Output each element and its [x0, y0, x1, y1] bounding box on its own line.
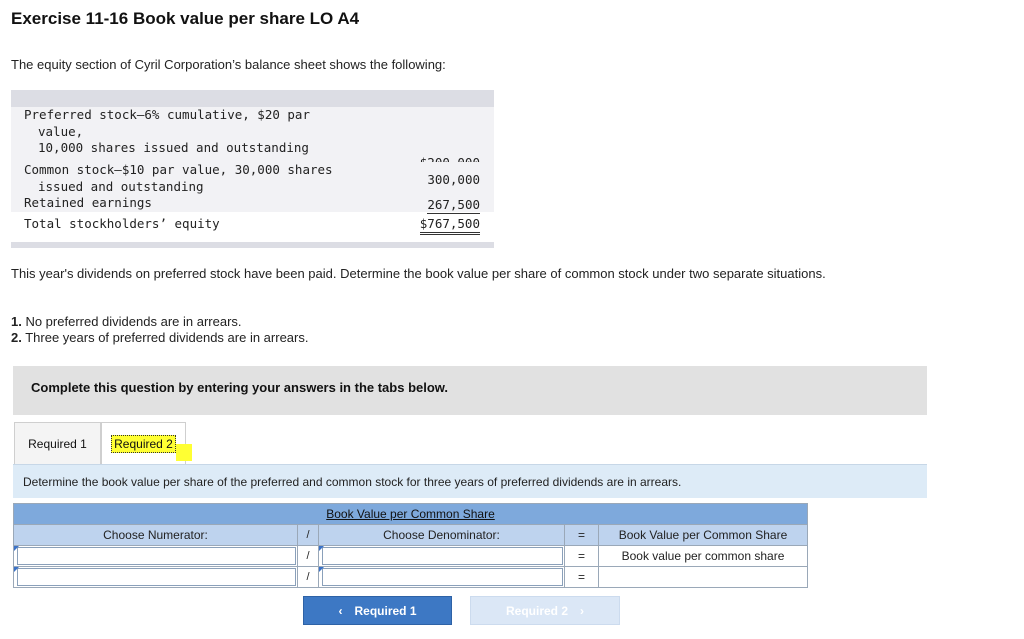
situation-list [11, 314, 308, 346]
total-amount: $767,500 [420, 216, 480, 235]
total-label: Total stockholders’ equity [24, 216, 220, 231]
header-numerator: Choose Numerator: [14, 525, 298, 545]
situation-1-text: No preferred dividends are in arrears. [21, 314, 242, 329]
tab-highlight-mark [176, 444, 192, 461]
tab-required-2[interactable] [101, 422, 186, 464]
situation-2-text: Three years of preferred dividends are in arrears. [21, 330, 309, 345]
retained-label: Retained earnings [24, 195, 152, 210]
retained-amount: 267,500 [427, 197, 480, 212]
row1-numerator-select[interactable] [17, 547, 296, 565]
common-amount: 300,000 [427, 172, 480, 187]
next-required-button[interactable] [470, 596, 620, 625]
common-label-2: issued and outstanding [38, 178, 204, 194]
row2-numerator-cell [14, 567, 298, 587]
preferred-label-3: 10,000 shares issued and outstanding [38, 140, 309, 155]
grid-caption-row [14, 504, 807, 524]
prev-required-label: Required 1 [354, 603, 417, 618]
prev-required-button[interactable] [303, 596, 452, 625]
chevron-left-icon: ‹ [338, 603, 343, 618]
header-equals: = [565, 525, 599, 545]
grid-row-2 [14, 566, 807, 587]
tab-required-1-label: Required 1 [28, 436, 87, 451]
header-denominator: Choose Denominator: [319, 525, 565, 545]
row1-denominator-select[interactable] [322, 547, 563, 565]
situation-2 [11, 330, 308, 346]
common-stock-row [11, 162, 494, 195]
header-result: Book Value per Common Share [618, 528, 788, 542]
preferred-label-1: Preferred stock—6% cumulative, $20 par [24, 107, 310, 122]
header-divide: / [298, 525, 319, 545]
balance-sheet-top-bar [11, 90, 494, 107]
complete-question-bar [13, 366, 927, 415]
intro-text: The equity section of Cyril Corporation’s balance sheet shows the following: [11, 57, 446, 72]
grid-header-row [14, 524, 807, 545]
row1-numerator-cell [14, 546, 298, 566]
preferred-label-2: value, [38, 123, 84, 139]
preferred-stock-row [11, 107, 494, 162]
input-marker-icon [319, 567, 324, 572]
balance-sheet-bottom-bar [11, 242, 494, 248]
input-marker-icon [14, 567, 19, 572]
instruction-text: Determine the book value per share of the preferred and common stock for three years of preferred dividends are in arrears. [23, 475, 682, 489]
common-label-1: Common stock—$10 par value, 30,000 shares [24, 162, 333, 177]
dropdown-marker-icon [319, 546, 324, 551]
total-equity-row [11, 212, 494, 237]
complete-question-text: Complete this question by entering your answers in the tabs below. [31, 380, 449, 395]
row2-denominator-input[interactable] [322, 568, 563, 586]
chevron-right-icon: › [580, 603, 584, 618]
row2-divide: / [298, 567, 319, 587]
next-required-label: Required 2 [505, 603, 568, 618]
row1-denominator-cell [319, 546, 565, 566]
instruction-bar [13, 464, 927, 498]
grid-caption: Book Value per Common Share [326, 507, 495, 521]
row2-denominator-cell [319, 567, 565, 587]
balance-sheet [11, 90, 494, 248]
row2-equals: = [565, 567, 599, 587]
row1-result: Book value per common share [621, 549, 785, 563]
grid-row-1 [14, 545, 807, 566]
situation-1 [11, 314, 308, 330]
page-title: Exercise 11-16 Book value per share LO A4 [11, 9, 360, 28]
row2-numerator-input[interactable] [17, 568, 296, 586]
row2-result [599, 567, 807, 587]
situation-2-number: 2. [11, 330, 22, 345]
row1-equals: = [565, 546, 599, 566]
retained-earnings-row [11, 195, 494, 212]
row1-divide: / [298, 546, 319, 566]
problem-paragraph: This year's dividends on preferred stock have been paid. Determine the book value per share of common stock under two separate situations. [11, 266, 826, 281]
answer-grid [13, 503, 808, 588]
tab-required-2-label: Required 2 [111, 435, 176, 453]
dropdown-marker-icon [14, 546, 19, 551]
situation-1-number: 1. [11, 314, 22, 329]
tab-required-1[interactable] [14, 422, 101, 464]
